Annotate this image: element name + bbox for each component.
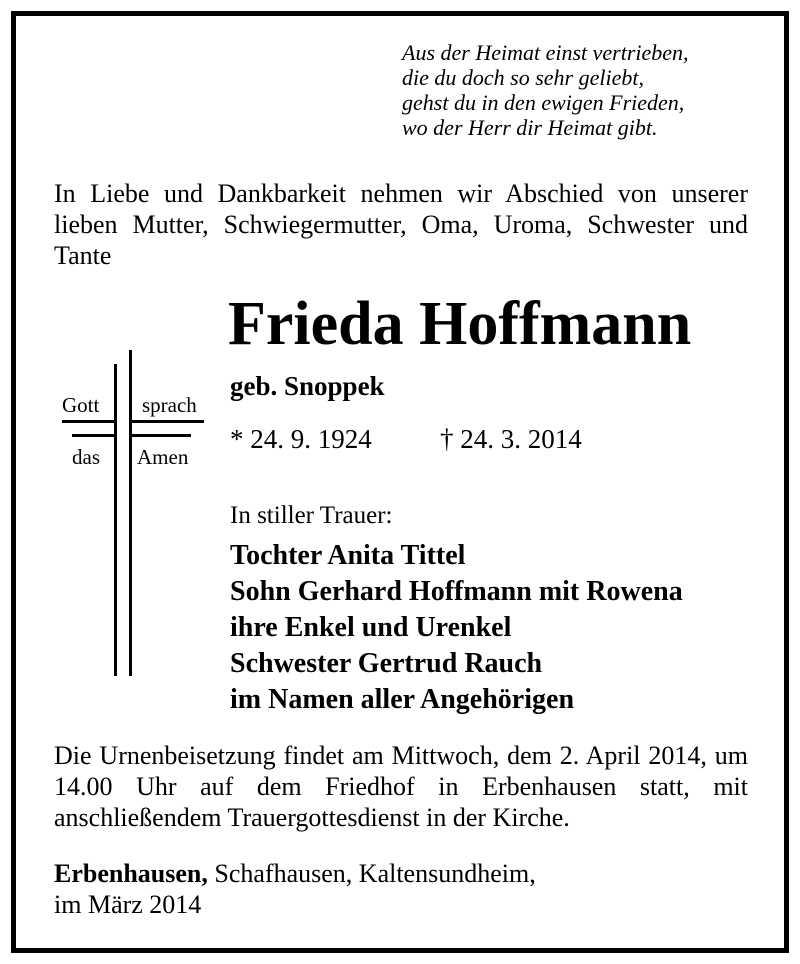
verse-line: gehst du in den ewigen Frieden, <box>402 90 685 115</box>
place-main: Erbenhausen, <box>54 859 208 888</box>
cross-word: das <box>72 445 100 469</box>
mourner: Schwester Gertrud Rauch <box>230 648 543 679</box>
cross-word: Amen <box>137 445 189 469</box>
deceased-name: Frieda Hoffmann <box>228 290 692 358</box>
notice-date: im März 2014 <box>54 890 202 919</box>
cross-word: sprach <box>142 393 197 417</box>
memorial-verse <box>402 40 689 140</box>
place-and-date <box>54 858 536 920</box>
death-date: † 24. 3. 2014 <box>440 424 582 454</box>
mourner: Sohn Gerhard Hoffmann mit Rowena <box>230 576 683 607</box>
place-line <box>54 858 536 889</box>
verse-line: wo der Herr dir Heimat gibt. <box>402 115 658 140</box>
mourners-list <box>230 538 683 718</box>
birth-date: * 24. 9. 1924 <box>230 424 372 454</box>
mourner: im Namen aller Angehörigen <box>230 684 575 715</box>
burial-text: Die Urnenbeisetzung findet am Mittwoch, dem 2. April 2014, um 14.00 Uhr auf dem Friedhof in Erbenhausen statt, mit anschließendem Trauergottesdienst in der Kirche. <box>54 741 748 832</box>
mourner: Tochter Anita Tittel <box>230 540 466 571</box>
place-rest: Schafhausen, Kaltensundheim, <box>214 859 536 888</box>
verse-line: die du doch so sehr geliebt, <box>402 65 644 90</box>
cross-icon <box>58 350 208 680</box>
mourner: ihre Enkel und Urenkel <box>230 612 512 643</box>
cross-word: Gott <box>62 393 100 417</box>
mourning-label: In stiller Trauer: <box>230 502 393 529</box>
birth-name: geb. Snoppek <box>230 371 385 401</box>
verse-line: Aus der Heimat einst vertrieben, <box>402 40 689 65</box>
intro-text: In Liebe und Dankbarkeit nehmen wir Abschied von unserer lieben Mutter, Schwiegermutter, Oma, Uroma, Schwester und Tante <box>54 179 748 270</box>
